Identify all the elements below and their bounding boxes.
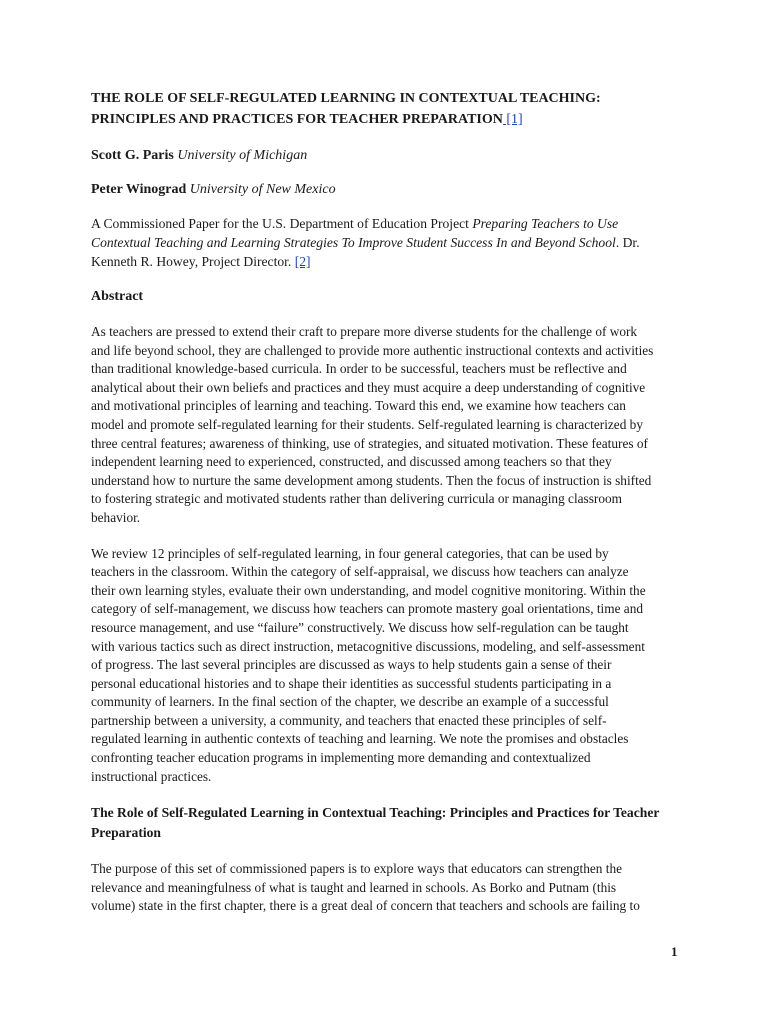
text-line: Preparation [91,825,161,841]
commission-note [91,214,681,271]
title-line-2: PRINCIPLES AND PRACTICES FOR TEACHER PREPARATION [91,112,503,127]
text-line: and life beyond school, they are challenged to provide more authentic instructional contexts and activities [91,342,654,358]
project-title: Preparing Teachers to Use [472,216,619,231]
section-title [91,803,681,843]
text-line: with various tactics such as direct instruction, metacognitive discussions, modeling, and self-assessment [91,638,645,654]
footnote-link-2[interactable]: [2] [294,254,311,269]
commission-text: . Dr. [615,235,640,250]
title-line-1: THE ROLE OF SELF-REGULATED LEARNING IN CONTEXTUAL TEACHING: [91,91,601,106]
text-line: category of self-management, we discuss how teachers can promote mastery goal orientations, time and [91,601,644,617]
text-line: instructional practices. [91,768,212,784]
text-line: The purpose of this set of commissioned papers is to explore ways that educators can strengthen the [91,861,622,877]
text-line: to fostering strategic and motivated students rather than delivering curricula or managing classroom [91,491,622,507]
footnote-link-1[interactable]: [1] [502,112,523,127]
document-title [91,88,681,130]
text-line: of progress. The last several principles are discussed as ways to help students gain a sense of their [91,657,612,673]
project-director: Kenneth R. Howey, Project Director. [91,254,295,269]
text-line: independent learning need to experienced, constructed, and discussed among teachers so that they [91,454,612,470]
text-line: partnership between a university, a community, and teachers that enacted these principles of self- [91,712,607,728]
page-number: 1 [671,944,678,959]
text-line: personal educational histories and to shape their identities as successful students participating in a [91,675,612,691]
text-line: We review 12 principles of self-regulated learning, in four general categories, that can be used by [91,545,609,561]
text-line: teachers in the classroom. Within the category of self-appraisal, we discuss how teachers can analyze [91,564,629,580]
author-affiliation: University of New Mexico [186,182,336,197]
text-line: The Role of Self-Regulated Learning in Contextual Teaching: Principles and Practices for Teacher [91,805,660,821]
abstract-heading: Abstract [91,289,144,304]
author-affiliation: University of Michigan [173,148,308,163]
author-name: Scott G. Paris [91,148,174,163]
commission-text: A Commissioned Paper for the U.S. Department of Education Project [91,216,473,231]
text-line: behavior. [91,509,141,525]
text-line: their own learning styles, evaluate their own understanding, and model cognitive monitoring. Within the [91,582,646,598]
text-line: and motivational principles of learning and teaching. Toward this end, we examine how teachers can [91,398,626,414]
text-line: As teachers are pressed to extend their craft to prepare more diverse students for the challenge of work [91,324,638,339]
review-paragraph [91,545,681,787]
purpose-paragraph [91,860,681,916]
text-line: relevance and meaningfulness of what is taught and learned in schools. As Borko and Putnam (this [91,879,617,895]
author-winograd [91,180,681,199]
text-line: model and promote self-regulated learning for their students. Self-regulated learning is characterized by [91,416,643,432]
text-line: confronting teacher education programs in implementing more demanding and contextualized [91,750,591,766]
text-line: resource management, and use “failure” constructively. We discuss how self-regulation can be taught [91,619,629,635]
text-line: regulated learning in authentic contexts of teaching and learning. We note the promises and obstacles [91,731,629,747]
text-line: three central features; awareness of thinking, use of strategies, and situated motivation. These features of [91,435,648,451]
text-line: analytical about their own beliefs and practices and they must acquire a deep understanding of cognitive [91,379,646,395]
document-page [91,88,681,933]
author-name: Peter Winograd [91,182,187,197]
author-paris [91,146,681,165]
text-line: understand how to nurture the same development among students. Then the focus of instruction is shifted [91,472,652,488]
project-title-continued: Contextual Teaching and Learning Strategies To Improve Student Success In and Beyond School [91,235,616,250]
text-line: community of learners. In the final section of the chapter, we describe an example of a successful [91,694,609,710]
text-line: than traditional knowledge-based curricula. In order to be successful, teachers must be reflective and [91,361,627,377]
text-line: volume) state in the first chapter, there is a great deal of concern that teachers and schools are failing to [91,898,640,914]
abstract-paragraph [91,323,681,528]
